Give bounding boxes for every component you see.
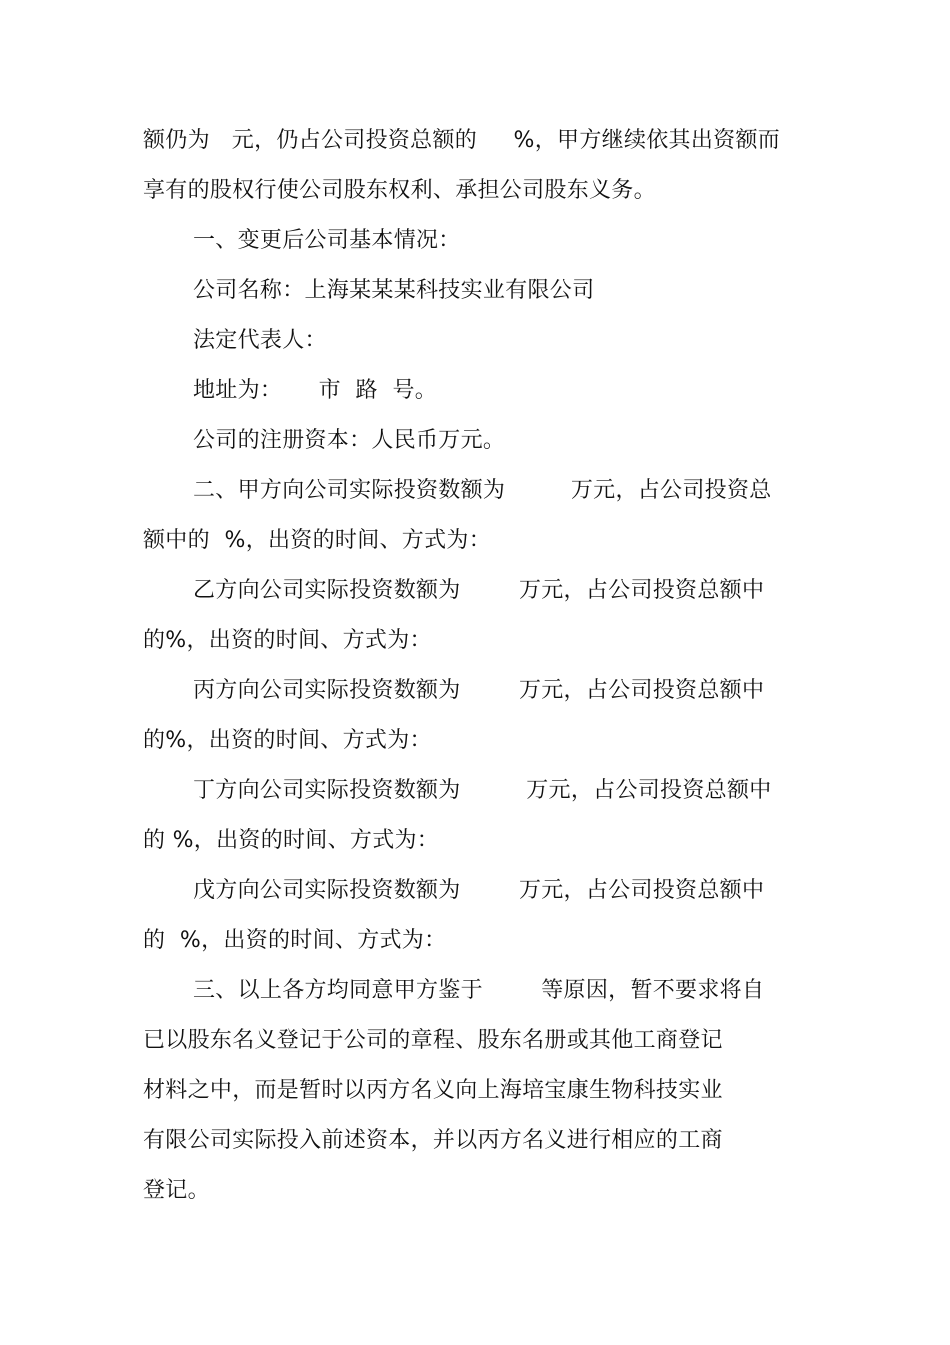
paragraph-line: 的 %，出资的时间、方式为： bbox=[143, 928, 447, 953]
paragraph-line: 已以股东名义登记于公司的章程、股东名册或其他工商登记 bbox=[143, 1028, 723, 1053]
paragraph-line: 丁方向公司实际投资数额为 万元，占公司投资总额中 bbox=[193, 778, 772, 803]
paragraph-line: 有限公司实际投入前述资本，并以丙方名义进行相应的工商 bbox=[143, 1128, 723, 1153]
legal-representative-line: 法定代表人： bbox=[193, 328, 327, 353]
paragraph-line: 二、甲方向公司实际投资数额为 万元，占公司投资总 bbox=[193, 478, 772, 503]
address-line: 地址为： 市 路 号。 bbox=[193, 378, 438, 403]
section-heading: 一、变更后公司基本情况： bbox=[193, 228, 461, 253]
paragraph-line: 的%，出资的时间、方式为： bbox=[143, 728, 432, 753]
paragraph-line: 三、以上各方均同意甲方鉴于 等原因，暂不要求将自 bbox=[193, 978, 765, 1003]
paragraph-line: 丙方向公司实际投资数额为 万元，占公司投资总额中 bbox=[193, 678, 765, 703]
paragraph-line: 的 %，出资的时间、方式为： bbox=[143, 828, 440, 853]
paragraph-line: 登记。 bbox=[143, 1178, 210, 1203]
paragraph-line: 享有的股权行使公司股东权利、承担公司股东义务。 bbox=[143, 178, 656, 203]
company-name-line: 公司名称：上海某某某科技实业有限公司 bbox=[193, 278, 595, 303]
registered-capital-line: 公司的注册资本：人民币万元。 bbox=[193, 428, 506, 453]
paragraph-line: 乙方向公司实际投资数额为 万元，占公司投资总额中 bbox=[193, 578, 765, 603]
paragraph-line: 材料之中，而是暂时以丙方名义向上海培宝康生物科技实业 bbox=[143, 1078, 723, 1103]
paragraph-line: 戊方向公司实际投资数额为 万元，占公司投资总额中 bbox=[193, 878, 765, 903]
paragraph-line: 的%，出资的时间、方式为： bbox=[143, 628, 432, 653]
paragraph-line: 额仍为 元，仍占公司投资总额的 %，甲方继续依其出资额而 bbox=[143, 128, 781, 153]
paragraph-line: 额中的 %，出资的时间、方式为： bbox=[143, 528, 491, 553]
